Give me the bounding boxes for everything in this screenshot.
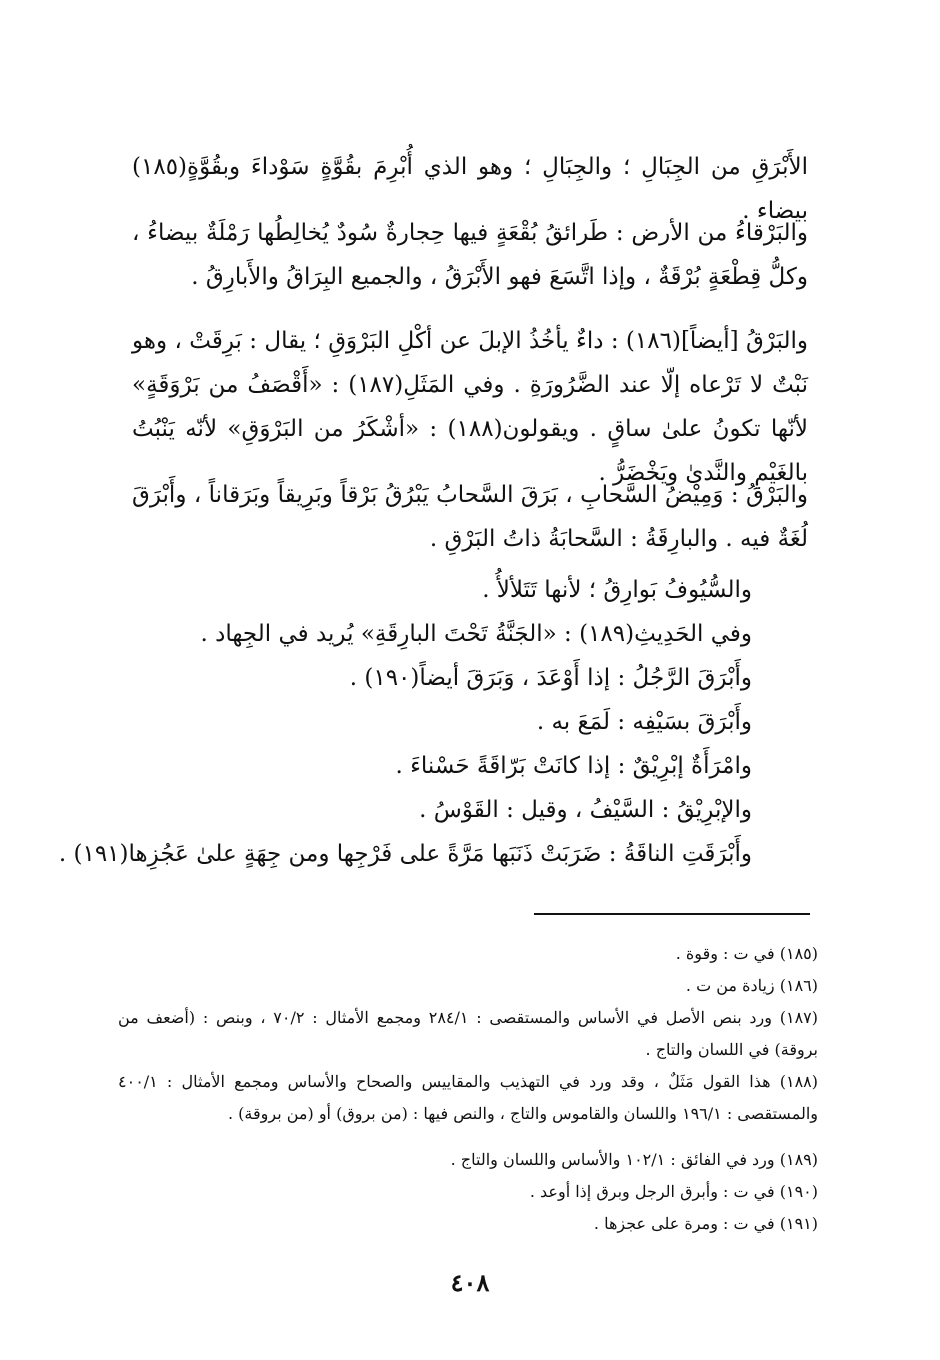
footnote-divider	[534, 913, 810, 915]
paragraph: والبَرْقُ [أيضاً](١٨٦) : داءٌ يأخُذُ الإبلَ عن أكْلِ البَرْوَقِ ؛ يقال : بَرِقَتْ ، وهو نَبْتٌ لا تَرْعاه إلّا عند الضَّرُورَةِ . وفي المَثَلِ(١٨٧) : «أَقْصَفُ من بَرْوَقَةٍ» لأنّها تكونُ علىٰ ساقٍ . ويقولون(١٨٨) : «أشْكَرُ من البَرْوَقِ» لأنّه يَنْبُتُ بالغَيْمِ والنَّدىٰ ويَخْضَرُّ .	[132, 328, 808, 486]
entry-line: وأَبْرَقَ الرَّجُلُ : إذا أَوْعَدَ ، وَبَرَقَ أيضاً(١٩٠) .	[349, 665, 752, 691]
paragraph: الأَبْرَقِ من الجِبَالِ ؛ والجِبَالِ ؛ وهو الذي أُبْرِمَ بقُوَّةٍ سَوْداءَ وبقُوَّةٍ(١٨٥) بيضاء .	[132, 154, 808, 224]
page-number: ٤٠٨	[450, 1268, 490, 1297]
footnote: (١٩١) في ت : ومرة على عجزها .	[593, 1214, 818, 1233]
footnote: (١٨٦) زيادة من ت .	[685, 976, 818, 995]
footnote: (١٨٧) ورد بنص الأصل في الأساس والمستقصى : ٢٨٤/١ ومجمع الأمثال : ٧٠/٢ ، وبنص : (أضعف من بروقة) في اللسان والتاج .	[118, 1008, 819, 1059]
paragraph: والبَرْقاءُ من الأرض : طَرائقُ بُقْعَةٍ فيها حِجارةٌ سُودٌ يُخالِطُها رَمْلَةٌ بيضاءُ ، وكلُّ قِطْعَةٍ بُرْقَةٌ ، وإذا اتَّسَعَ فهو الأَبْرَقُ ، والجميع البِرَاقُ والأَبارِقُ .	[132, 220, 808, 290]
footnote: (١٨٩) ورد في الفائق : ١٠٢/١ والأساس واللسان والتاج .	[450, 1150, 818, 1169]
footnotes	[118, 938, 818, 1240]
footnote: (١٨٥) في ت : وقوة .	[675, 944, 818, 963]
footnote: (١٩٠) في ت : وأبرق الرجل وبرق إذا أوعد .	[529, 1182, 818, 1201]
entry-lines	[58, 568, 752, 876]
entry-line: وفي الحَدِيثِ(١٨٩) : «الجَنَّةُ تَحْتَ البارِقَةِ» يُريد في الجِهاد .	[200, 621, 752, 647]
paragraph: والبَرْقُ : وَمِيْضُ السَّحابِ ، بَرَقَ السَّحابُ يَبْرُقُ بَرْقاً وبَرِيقاً وبَرَقاناً ، وأَبْرَقَ لُغَةٌ فيه . والبارِقَةُ : السَّحابَةُ ذاتُ البَرْقِ .	[132, 482, 808, 552]
entry-line: وامْرَأَةٌ إبْرِيْقٌ : إذا كانَتْ بَرّاقَةً حَسْناءَ .	[395, 753, 752, 779]
footnote: (١٨٨) هذا القول مَثَلٌ ، وقد ورد في التهذيب والمقاييس والصحاح والأساس ومجمع الأمثال : ٤٠٠/١ والمستقصى : ١٩٦/١ واللسان والقاموس والتاج ، والنص فيها : (من بروق) أو (من بروقة) .	[118, 1072, 818, 1123]
entry-line: وأَبْرَقَ بسَيْفِه : لَمَعَ به .	[536, 709, 752, 735]
entry-line: وأَبْرَقَتِ الناقَةُ : ضَرَبَتْ ذَنَبَها مَرَّةً على فَرْجِها ومن جِهَةٍ علىٰ عَجُزِها(١٩١) .	[58, 841, 752, 867]
entry-line: والإبْرِيْقُ : السَّيْفُ ، وقيل : القَوْسُ .	[419, 797, 752, 823]
entry-line: والسُّيُوفُ بَوارِقُ ؛ لأنها تَتَلألأُ .	[482, 577, 752, 603]
